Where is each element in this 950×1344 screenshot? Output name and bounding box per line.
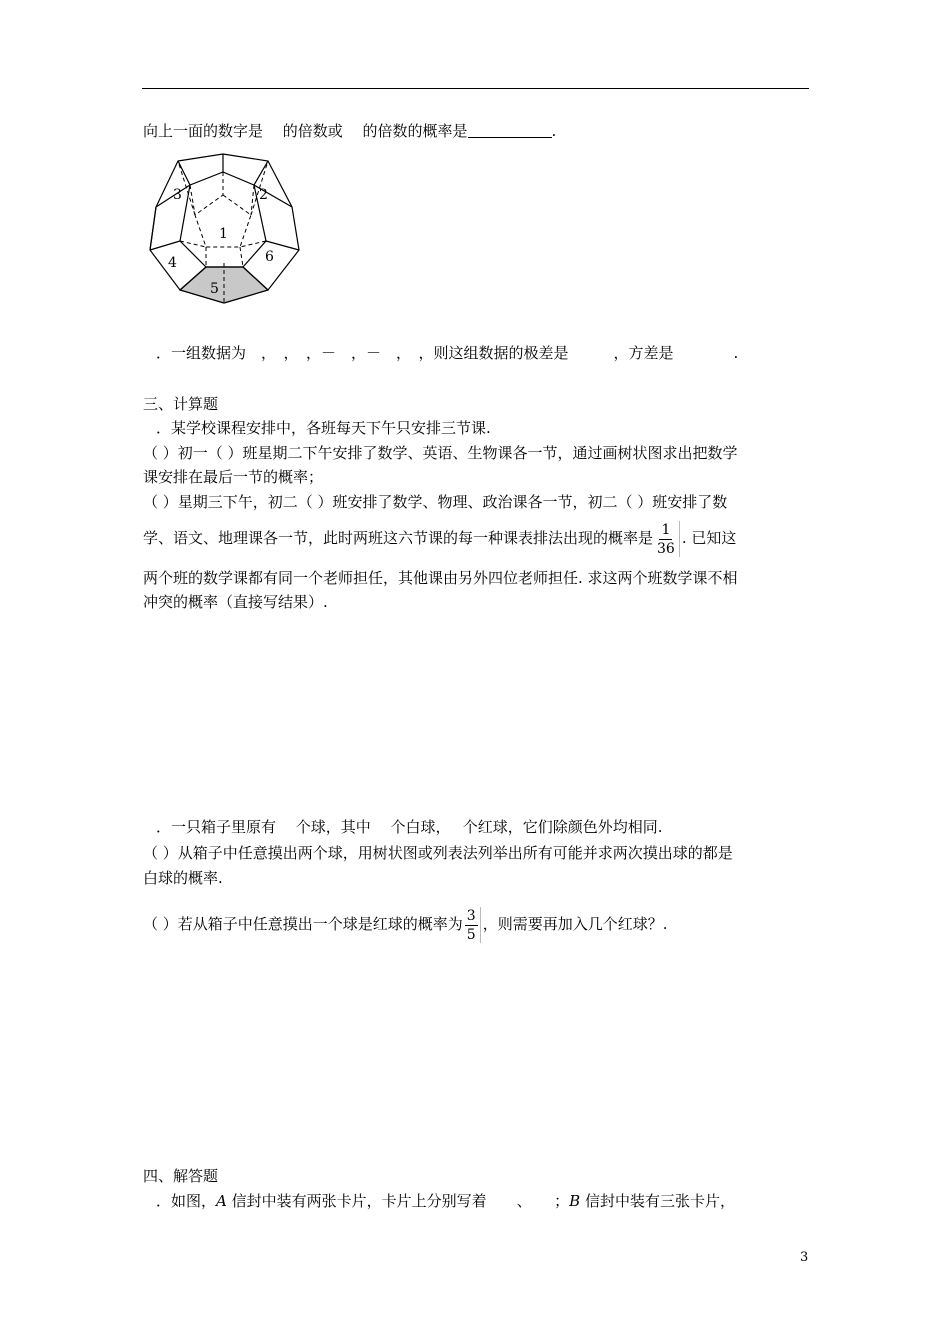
q1-part1-line1: （ ）初一（ ）班星期二下午安排了数学、英语、生物课各一节，通过画树状图求出把数学 — [143, 444, 738, 462]
q3-mid1: 信封中装有两张卡片，卡片上分别写着 、 ； — [226, 1192, 570, 1210]
q1-part2-line3: 两个班的数学课都有同一个老师担任，其他课由另外四位老师担任. 求这两个班数学课不相 — [143, 569, 738, 587]
fraction-1-36 — [655, 521, 677, 558]
q1-intro: ．某学校课程安排中，各班每天下午只安排三节课. — [156, 419, 491, 437]
fraction-numerator: 1 — [661, 521, 671, 538]
q3-line1 — [156, 1191, 735, 1211]
header-rule — [142, 88, 809, 89]
formula-edge — [679, 521, 680, 557]
page-number: 3 — [800, 1250, 809, 1265]
face-label-4: 4 — [168, 255, 177, 271]
face-label-6: 6 — [265, 249, 274, 265]
q1-part2-line2-text: 学、语文、地理课各一节，此时两班这六节课的每一种课表排法出现的概率是 — [143, 529, 654, 547]
q1-part2-line2 — [143, 520, 736, 558]
question-top-end: . — [551, 122, 557, 140]
dodecahedron-figure — [148, 152, 300, 307]
q2-part2-text: （ ）若从箱子中任意摸出一个球是红球的概率为 — [143, 915, 463, 933]
envelope-a-label: A — [216, 1192, 227, 1210]
face-label-1: 1 — [219, 226, 228, 242]
q1-part1-line2: 课安排在最后一节的概率； — [143, 468, 324, 486]
fraction-3-5 — [465, 907, 478, 944]
question-range-variance: ．一组数据为 ， ， ，－ ，－ ， ，则这组数据的极差是 ，方差是 . — [156, 344, 739, 362]
q2-part2-end: ，则需要再加入几个红球？. — [482, 915, 668, 933]
formula-edge — [480, 907, 481, 943]
fraction-denominator: 36 — [657, 540, 675, 557]
question-top — [143, 121, 556, 141]
question-top-text: 向上一面的数字是 的倍数或 的倍数的概率是 — [143, 122, 468, 140]
section-4-title: 四、解答题 — [143, 1167, 219, 1185]
fraction-numerator: 3 — [466, 907, 476, 924]
section-3-title: 三、计算题 — [143, 395, 219, 413]
face-label-3: 3 — [173, 187, 182, 203]
q2-intro: ．一只箱子里原有 个球，其中 个白球， 个红球，它们除颜色外均相同. — [156, 818, 663, 836]
q2-part1-line2: 白球的概率. — [143, 869, 223, 887]
fraction-denominator: 5 — [466, 926, 476, 943]
q3-pre: ．如图， — [156, 1192, 217, 1210]
q2-part2 — [143, 906, 667, 944]
q1-part2-line1: （ ）星期三下午，初二（ ）班安排了数学、物理、政治课各一节，初二（ ）班安排了数 — [143, 493, 728, 511]
q2-part1-line1: （ ）从箱子中任意摸出两个球，用树状图或列表法列举出所有可能并求两次摸出球的都是 — [143, 844, 733, 862]
q1-part2-line2-end: . 已知这 — [681, 529, 737, 547]
face-label-2: 2 — [259, 187, 268, 203]
answer-blank — [468, 123, 552, 138]
q3-mid2: 信封中装有三张卡片， — [580, 1192, 735, 1210]
envelope-b-label: B — [569, 1192, 581, 1210]
q1-part2-line4: 冲突的概率（直接写结果）. — [143, 593, 328, 611]
face-label-5: 5 — [210, 281, 219, 297]
